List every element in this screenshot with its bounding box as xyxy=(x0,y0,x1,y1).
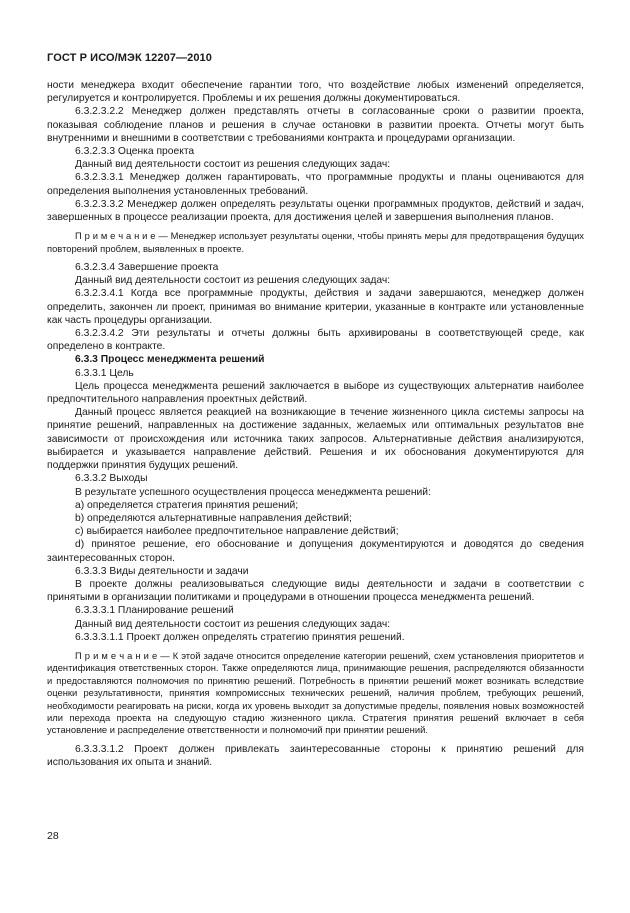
paragraph: ности менеджера входит обеспечение гарантии того, что воздействие любых изменений определяется, регулируется и контролируется. Проблемы и их решения должны документироваться. xyxy=(47,80,584,105)
list-item: a) определяется стратегия принятия решений; xyxy=(75,499,299,511)
paragraph: 6.3.2.3.4.2 Эти результаты и отчеты должны быть архивированы в соответствующей среде, как определено в контракте. xyxy=(47,328,584,353)
section-heading: 6.3.3.3 Виды деятельности и задачи xyxy=(75,565,249,577)
list-item: d) принятое решение, его обоснование и допущения документируются и доводятся до сведения заинтересованных сторон. xyxy=(47,539,584,564)
section-heading: 6.3.2.3.3 Оценка проекта xyxy=(75,146,195,158)
paragraph: Данный вид деятельности состоит из решения следующих задач: xyxy=(75,159,391,171)
paragraph: 6.3.2.3.3.2 Менеджер должен определять результаты оценки программных продуктов, действий и задач, завершенных в процессе реализации проекта, для достижения целей и завершения выполнения планов. xyxy=(47,198,584,224)
paragraph: В результате успешного осуществления процесса менеджмента решений: xyxy=(75,486,431,498)
paragraph: 6.3.2.3.2.2 Менеджер должен представлять отчеты в согласованные сроки о развитии проекта, показывая соблюдение планов и решения в случае остановки в развитии проекта. Отчеты могут быть внутренними и внешними в соответствии с требованиями контракта и процедурами организации. xyxy=(47,106,584,144)
paragraph: 6.3.3.3.1.2 Проект должен привлекать заинтересованные стороны к принятию решений для использования их опыта и знаний. xyxy=(47,743,584,768)
list-item: b) определяются альтернативные направления действий; xyxy=(75,512,352,524)
section-heading: 6.3.2.3.4 Завершение проекта xyxy=(75,262,219,274)
paragraph: В проекте должны реализовываться следующие виды деятельности и задачи в соответствии с принятыми в организации политиками и процедурами в отношении процесса менеджмента решений. xyxy=(47,578,584,604)
page-body xyxy=(47,79,584,769)
paragraph: Данный вид деятельности состоит из решения следующих задач: xyxy=(75,618,391,630)
paragraph: 6.3.3.3.1.1 Проект должен определять стратегию принятия решений. xyxy=(75,631,405,643)
paragraph: Цель процесса менеджмента решений заключается в выборе из существующих альтернатив наиболее предпочтительного направления проектных действий. xyxy=(47,380,584,406)
note: П р и м е ч а н и е — К этой задаче относится определение категории решений, схем установления приоритетов и идентификация ответственных сторон. Также определяются лица, принимающие решения, распределяются обязанности и предоставляются полномочия по принятию решений. Потребность в принятии решений может возникать вследствие оценки результативности, принятия компромиссных технических решений, наличия проблем, требующих решений, необходимости реагировать на риски, когда их уровень выходит за допустимые пределы, появления новых возможностей или перехода проекта на следующую стадию жизненного цикла. Стратегия принятия решений включает в себя установление и распределение ответственности и полномочий при принятии решений. xyxy=(47,649,584,736)
section-heading: 6.3.3 Процесс менеджмента решений xyxy=(75,354,265,366)
paragraph: Данный процесс является реакцией на возникающие в течение жизненного цикла системы запросы на принятие решений, направленных на достижение заданных, желаемых или оптимальных результатов вне зависимости от происхождения или источника таких запросов. Альтернативные действия анализируются, выбирается и указывается направление действий. Решения и их обоснования документируются для поддержки принятия будущих решений. xyxy=(47,407,584,472)
section-heading: 6.3.3.1 Цель xyxy=(75,367,134,379)
page-header: ГОСТ Р ИСО/МЭК 12207—2010 xyxy=(47,52,212,64)
section-heading: 6.3.3.2 Выходы xyxy=(75,473,148,485)
list-item: c) выбирается наиболее предпочтительное направление действий; xyxy=(75,526,399,538)
paragraph: 6.3.2.3.3.1 Менеджер должен гарантировать, что программные продукты и планы оцениваются для определения выполнения установленных требований. xyxy=(47,172,584,197)
section-heading: 6.3.3.3.1 Планирование решений xyxy=(75,605,234,617)
paragraph: 6.3.2.3.4.1 Когда все программные продукты, действия и задачи завершаются, менеджер должен определить, закончен ли проект, принимая во внимание критерии, указанные в контракте или установленные как часть процедуры организации. xyxy=(47,288,584,326)
paragraph: Данный вид деятельности состоит из решения следующих задач: xyxy=(75,275,391,287)
note: П р и м е ч а н и е — Менеджер использует результаты оценки, чтобы принять меры для предотвращения будущих повторений проблем, выявленных в проекте. xyxy=(47,230,584,254)
page-number: 28 xyxy=(47,830,59,842)
